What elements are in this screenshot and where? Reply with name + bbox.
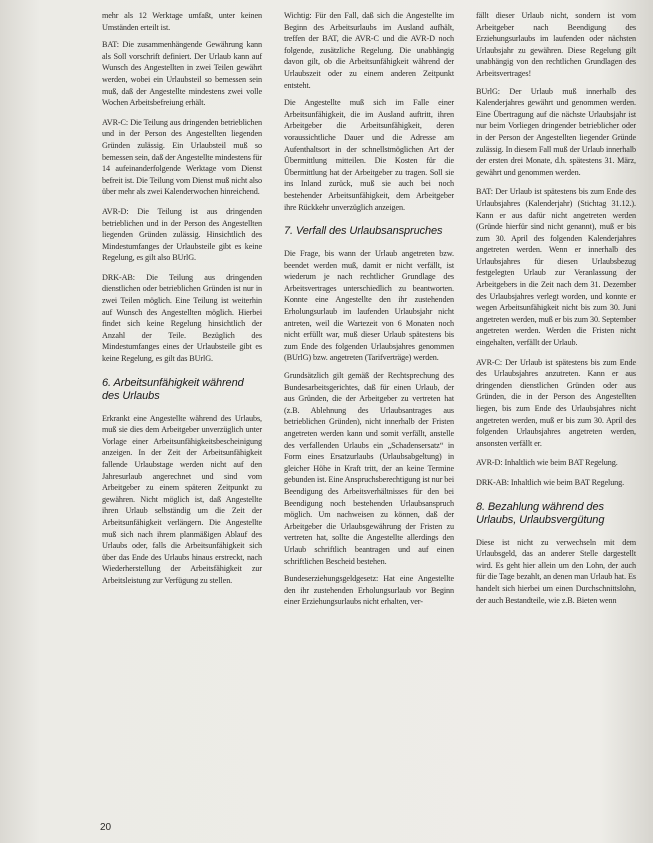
rule-label: DRK-AB: — [102, 272, 135, 282]
rule-label: AVR-C: — [476, 357, 503, 367]
paragraph: Bundeserziehungsgeldgesetz: Hat eine Angestellte den ihr zustehenden Erholungsurlaub vor Beginn einer Erziehungsurlaubs nicht erhalten, ver- — [284, 574, 454, 607]
paragraph: Die Frage, bis wann der Urlaub angetreten bzw. beendet werden muß, damit er nicht verfällt, ist wiederum je nach rechtlicher Grundlage des Arbeitsvertrages unterschiedlich zu beantworten. Konnte eine Angestellte den ihr zustehenden Erholungsurlaub im laufenden Urlaubsjahr nicht antreten, weil die Wartezeit von 6 Monaten noch nicht erfüllt war, muß dieser Urlaub spätestens bis zum Ende des folgenden Urlaubsjahres genommen (BUrlG) bzw. angetreten (Tarifverträge) werden. — [284, 249, 454, 363]
paragraph: Die Angestellte muß sich im Falle einer Arbeitsunfähigkeit, die im Ausland auftritt, ihren Arbeitgeber die Arbeitsunfähigkeit, deren voraussichtliche Dauer und die Adresse am Aufenthaltsort in der schnellstmöglichen Art der Übermittlung mitteilen. Die Kosten für die Übermittlung hat der Arbeitgeber zu tragen. Soll sie ins Inland zurück, muß sie auch bei noch bestehender Arbeitsunfähigkeit, dem Arbeitgeber ihre Rückkehr unverzüglich anzeigen. — [284, 98, 454, 212]
paragraph: Diese ist nicht zu verwechseln mit dem Urlaubsgeld, das an anderer Stelle dargestellt wird. Es geht hier allein um den Lohn, der auch für die Tage bezahlt, an denen man Urlaub hat. Es handelt sich hierbei um einen Durchschnittslohn, der auch Bestandteile, wie z.B. Bieten wenn — [476, 537, 636, 605]
section-heading-8: 8. Bezahlung während des Urlaubs, Urlaubsvergütung — [476, 500, 605, 526]
rule-text: Der Urlaub ist spätestens bis zum Ende des Urlaubsjahres (Kalenderjahr) (Stichtag 31.12.). Kann er aus dafür nicht angetreten werden (Gründe hierfür sind nicht genannt), muß er bis zum 30. April des folgenden Kalenderjahres angetreten werden. Wenn er innerhalb des Urlaubsjahres für diesen Urlaubsbezug festgelegten Urlaub zur Veranlassung der Arbeitgebers in die Zeit nach dem 31. Dezember des Urlaubsjahres verlegt worden, und konnte er wegen Arbeitsunfähigkeit nicht bis zum 30. Juni angetreten werden, muß er bis zum 30. September angetreten werden. Werden die Fristen nicht eingehalten, verfällt der Urlaub. — [476, 187, 636, 348]
rule-item-avr-c — [476, 357, 636, 450]
rule-label: AVR-D: — [102, 206, 129, 216]
rule-text: Die zusammenhängende Gewährung kann als Soll vorschrift definiert. Der Urlaub kann auf Wunsch des Angestellten in zwei Teilen gewährt werden, wobei ein Urlaubsteil so bemessen sein muß, daß der Angestellte mindestens zwei volle Wochen Arbeitsbefreiung erhält. — [102, 40, 262, 108]
rule-text: Der Urlaub ist spätestens bis zum Ende des Urlaubsjahres anzutreten. Kann er aus dringenden dienstlichen Gründen oder aus Gründen, die in der Person des Angestellten liegen, bis zum Ende des Urlaubsjahres nicht angetreten werden, muß er bis zum 30. April des folgenden Urlaubsjahres angetreten werden, ansonsten verfällt er. — [476, 357, 637, 448]
section-heading-6: 6. Arbeitsunfähigkeit während des Urlaubs — [102, 376, 244, 402]
rule-label: AVR-C: — [102, 117, 129, 127]
rule-text: Die Teilung ist aus dringenden betrieblichen und in der Person des Angestellten liegenden Gründen zulässig. Hinsichtlich des Mindestumfanges der Urlaubsteile gibt es keine Regelung, es gilt also BUrlG. — [102, 206, 262, 263]
rule-item-avr-c — [102, 117, 262, 198]
continued-text: mehr als 12 Werktage umfaßt, unter keinen Umständen erteilt ist. — [102, 11, 262, 32]
rule-label: BAT: — [476, 187, 493, 197]
rule-text: Inhaltlich wie beim BAT Regelung. — [510, 477, 625, 487]
rule-text: Die Teilung aus dringenden dienstlichen oder betrieblichen Gründen ist nur in zwei Teilen möglich. Eine Teilung ist weiterhin auf Wunsch des Angestellten möglich. Hierbei findet sich keine Regelung hinsichtlich der Anzahl der Teile. Bezüglich des Mindestumfanges eines der Urlaubsteile gibt es keine Regelung, es gilt das BUrlG. — [102, 272, 263, 364]
rule-text: Die Teilung aus dringenden betrieblichen und in der Person des Angestellten liegenden Gründen zulässig. Ein Urlaubsteil muß so bemessen sein, daß der Angestellte mindestens für 14 aufeinanderfolgende Werktage vom Dienst befreit ist. Die Teilung vom Dienst muß nicht also über mehr als zwei Kalenderwochen hinreichend. — [102, 117, 262, 197]
rule-item-avr-d — [102, 206, 262, 264]
rule-label: DRK-AB: — [476, 477, 509, 487]
rule-item-bat — [476, 186, 636, 348]
paragraph: Grundsätzlich gilt gemäß der Rechtsprechung des Bundesarbeitsgerichtes, daß für einen Urlaub, der aus Gründen, die der Arbeitgeber zu vertreten hat (z.B. Ablehnung des Urlaubsantrages aus betrieblichen Gründen), nicht innerhalb der Fristen angetreten werden kann und somit verfällt, anstelle des verfallenden Urlaubs ein „Schadensersatz“ in Form eines Ersatzurlaubs (Urlaubsabgeltung) in gleicher Höhe in Kraft tritt, der an keine Termine gebunden ist. Eine Anspruchsberechtigung ist nur bei Beendigung des Arbeitsverhältnisses für den bei Beendigung noch bestehenden Urlaubsanspruch möglich. Um nachweisen zu können, daß der Arbeitgeber die Urlaubsgewährung der Fristen zu vertreten hat, sollte die Angestellte allerdings den Urlaub schriftlich beantragen und auf einen schriftlichen Bescheid bestehen. — [284, 371, 454, 566]
paragraph: fällt dieser Urlaub nicht, sondern ist vom Arbeitgeber nach Beendigung des Erziehungsurlaubs im laufenden oder nächsten Urlaubsjahr zu gewähren. Diese Regelung gilt unabhängig von den rechtlichen Grundlagen des Arbeitsvertrages! — [476, 11, 636, 78]
section-heading-7: 7. Verfall des Urlaubsanspruches — [284, 225, 443, 238]
column-right — [476, 10, 636, 612]
column-middle — [284, 10, 454, 614]
page-number: 20 — [100, 822, 112, 833]
rule-item-drk-ab — [102, 272, 262, 365]
section-6-body: Erkrankt eine Angestellte während des Urlaubs, muß sie dies dem Arbeitgeber unverzüglich unter Vorlage einer Arbeitsunfähigkeitsbescheinigung anzeigen. In der Zeit der Arbeitsunfähigkeit fallende Urlaubstage werden nicht auf den Jahresurlaub angerechnet und sind vom Arbeitgeber zu einem späteren Zeitpunkt zu gewähren. Nicht möglich ist, daß Angestellte ihren Urlaub selbständig um die Zeit der Arbeitsunfähigkeit verlängern. Die Angestellte muß sich nach ihrem planmäßigen Ablauf des Urlaubs oder, falls die Arbeitsunfähigkeit sich über das Ende des Urlaubs hinaus erstreckt, nach Wiederherstellung der Arbeitsfähigkeit zur Arbeitsleistung zur Verfügung zu stellen. — [102, 413, 262, 585]
rule-item-avr-d — [476, 457, 636, 469]
rule-label: BAT: — [102, 40, 119, 50]
rule-item-drk-ab — [476, 477, 636, 489]
rule-text: Inhaltlich wie beim BAT Regelung. — [504, 458, 618, 468]
rule-item-burlg — [476, 86, 636, 179]
rule-item-bat — [102, 39, 262, 109]
paragraph: Wichtig: Für den Fall, daß sich die Angestellte im Beginn des Arbeitsurlaubs im Ausland aufhält, treffen der BAT, die AVR-C und die AVR-D noch folgende, zusätzliche Regelung. Die unabhängig davon gilt, ob die Arbeitsunfähigkeit während der Urlaubszeit oder zu einem anderen Zeitpunkt entsteht. — [284, 11, 454, 90]
rule-label: BUrlG: — [476, 86, 500, 96]
rule-text: Der Urlaub muß innerhalb des Kalenderjahres gewährt und genommen werden. Eine Übertragung auf die nächste Urlaubsjahr ist nur beim Vorliegen dringender betrieblicher oder in der Person der Angestellten liegender Gründe zulässig. In diesem Fall muß der Urlaub innerhalb der ersten drei Monate, d.h. spätestens 31. März, gewährt und genommen werden. — [476, 86, 636, 177]
column-left — [102, 10, 262, 593]
rule-label: AVR-D: — [476, 458, 503, 468]
